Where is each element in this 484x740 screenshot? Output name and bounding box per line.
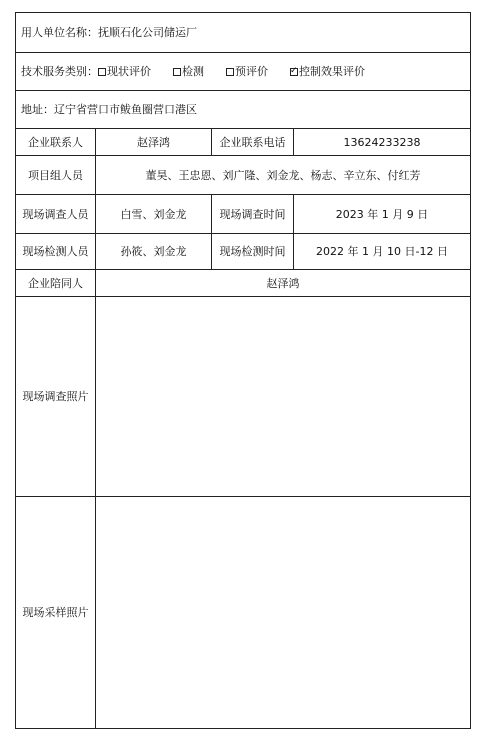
checkbox-icon [173,68,181,76]
sampling-photo-label: 现场采样照片 [16,497,96,729]
address-row [16,91,471,129]
contact-value: 赵泽鸿 [96,129,212,156]
survey-time-label: 现场调查时间 [212,195,294,234]
survey-time-value: 2023 年 1 月 9 日 [294,195,471,234]
checkbox-icon [98,68,106,76]
unit-name: 抚顺石化公司储运厂 [98,26,197,39]
contact-row [16,129,471,156]
address-cell [16,91,471,129]
test-time-label: 现场检测时间 [212,234,294,270]
survey-photo-label: 现场调查照片 [16,297,96,497]
option-pre-evaluation [226,65,268,78]
survey-record-form [15,12,470,729]
survey-staff-value: 白雪、刘金龙 [96,195,212,234]
service-type-label: 技术服务类别： [21,65,98,78]
test-time-value: 2022 年 1 月 10 日-12 日 [294,234,471,270]
service-type-cell [16,53,471,91]
option-label: 检测 [182,65,204,78]
test-staff-label: 现场检测人员 [16,234,96,270]
survey-photo-area [96,297,471,497]
form-table [15,12,471,729]
survey-staff-label: 现场调查人员 [16,195,96,234]
unit-label: 用人单位名称： [21,26,98,39]
option-label: 现状评价 [107,65,151,78]
phone-value: 13624233238 [294,129,471,156]
checked-checkbox-icon [290,68,298,76]
escort-label: 企业陪同人 [16,270,96,297]
team-label: 项目组人员 [16,156,96,195]
unit-row [16,13,471,53]
option-label: 控制效果评价 [299,65,365,78]
survey-row [16,195,471,234]
option-control-effect-evaluation [290,65,365,78]
testing-row [16,234,471,270]
service-type-row [16,53,471,91]
option-label: 预评价 [235,65,268,78]
option-current-evaluation [98,65,151,78]
team-value: 董昊、王忠恩、刘广隆、刘金龙、杨志、辛立东、付红芳 [96,156,471,195]
option-testing [173,65,204,78]
escort-value: 赵泽鸿 [96,270,471,297]
unit-cell [16,13,471,53]
team-row [16,156,471,195]
sampling-photo-area [96,497,471,729]
address-label: 地址： [21,103,54,116]
sampling-photo-row [16,497,471,729]
survey-photo-row [16,297,471,497]
contact-label: 企业联系人 [16,129,96,156]
escort-row [16,270,471,297]
checkbox-icon [226,68,234,76]
address-value: 辽宁省营口市鲅鱼圈营口港区 [54,103,197,116]
phone-label: 企业联系电话 [212,129,294,156]
test-staff-value: 孙筱、刘金龙 [96,234,212,270]
